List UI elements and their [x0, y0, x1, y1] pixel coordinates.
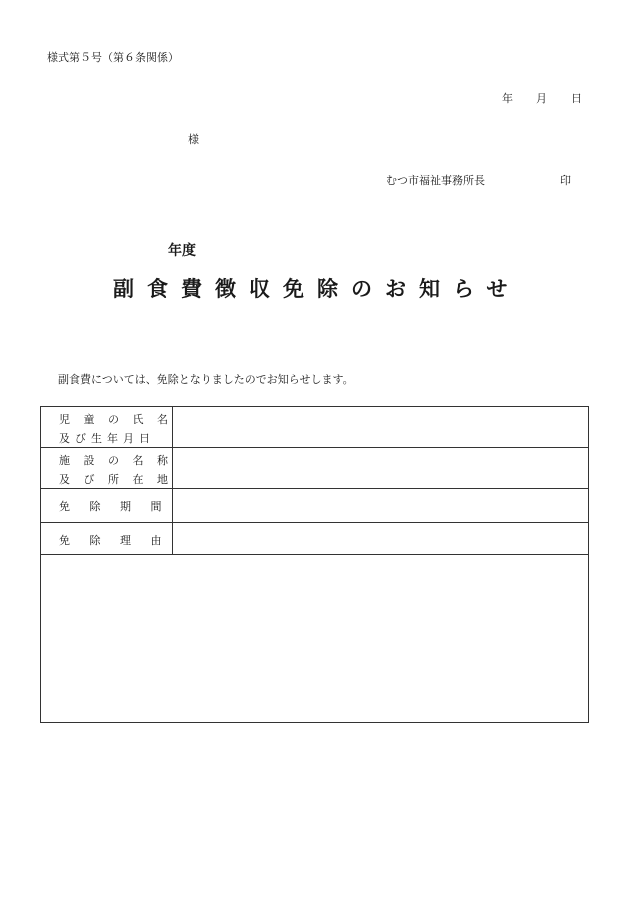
document-title: 副食費徴収免除のお知らせ — [113, 276, 521, 301]
issuer-name: むつ市福祉事務所長 — [386, 174, 485, 187]
seal-mark: 印 — [560, 174, 571, 187]
facility-label-cell — [41, 448, 173, 488]
exemption-form-table — [40, 406, 589, 723]
fiscal-year-label: 年度 — [168, 243, 196, 259]
period-value-cell[interactable] — [173, 489, 588, 522]
child-label-line1: 児 童 の 氏 名 — [59, 413, 173, 426]
period-label-cell — [41, 489, 173, 522]
notes-area[interactable] — [41, 555, 588, 722]
table-row-reason — [41, 523, 588, 555]
reason-label: 免 除 理 由 — [59, 534, 162, 547]
facility-value-cell[interactable] — [173, 448, 588, 488]
addressee-suffix: 様 — [188, 133, 199, 146]
form-number: 様式第５号（第６条関係） — [47, 51, 179, 64]
date-day-label: 日 — [571, 92, 582, 105]
date-month-label: 月 — [536, 92, 547, 105]
facility-label-line2: 及 び 所 在 地 — [59, 473, 173, 486]
facility-label-line1: 施 設 の 名 称 — [59, 454, 173, 467]
table-row-child — [41, 407, 588, 448]
table-row-facility — [41, 448, 588, 489]
date-year-label: 年 — [502, 92, 513, 105]
child-label-line2: 及び生年月日 — [59, 432, 155, 445]
period-label: 免 除 期 間 — [59, 500, 162, 513]
child-value-cell[interactable] — [173, 407, 588, 447]
reason-value-cell[interactable] — [173, 523, 588, 554]
notice-body: 副食費については、免除となりましたのでお知らせします。 — [58, 373, 354, 386]
child-label-cell — [41, 407, 173, 447]
table-row-period — [41, 489, 588, 523]
reason-label-cell — [41, 523, 173, 554]
